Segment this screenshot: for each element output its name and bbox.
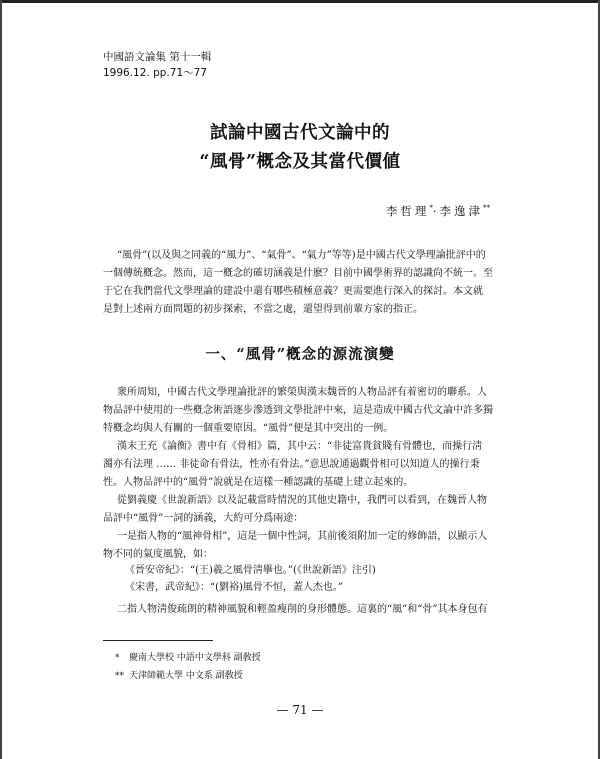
- journal-issue: 1996.12. pp.71～77: [103, 67, 207, 79]
- body-line: 從劉義慶《世說新語》以及記載當時情況的其他史籍中，我們可以看到，在魏晉人物: [117, 495, 487, 506]
- abstract-line: 一個傳統槪念。然而，這一槪念的確切涵義是什麽？目前中國學術界的認識尙不統一。至: [103, 268, 493, 279]
- body-line: 特槪念均與人有關的一個重要原因。“風骨”便是其中突出的一例。: [103, 423, 394, 434]
- body-line: 二指人物淸俊疏朗的精神風貌和輕盈瘦削的身形體態。這裏的“風”和“骨”其本身包有: [117, 604, 488, 615]
- body-line: 品評中“風骨”一詞的涵義，大約可分爲兩途：: [103, 513, 304, 524]
- page-number: — 71 —: [276, 703, 324, 717]
- footnote-rule: [103, 640, 213, 641]
- body-line: 濁亦有法理 …… 非徒命有骨法，性亦有骨法。”意思說通過觀骨相可以知道人的操行秉: [103, 459, 480, 470]
- footnote: [115, 650, 261, 663]
- author-name-2: 李逸津: [439, 204, 483, 218]
- body-line: 衆所周知，中國古代文學理論批評的繁榮與漢末魏晉的人物品評有着密切的聯系。人: [117, 387, 487, 398]
- body-line: 物不同的氣度風貌，如：: [103, 549, 213, 560]
- footnote-mark: **: [115, 671, 124, 681]
- scan-left-border: [0, 0, 2, 759]
- journal-name: 中國語文論集 第十一輯: [103, 51, 212, 63]
- article-title-line2: “風骨”概念及其當代價値: [199, 152, 401, 172]
- body-line: 物品評中使用的一些槪念術語逐步滲透到文學批評中來，這是造成中國古代文論中許多獨: [103, 405, 493, 416]
- section-heading: 一、“風骨”槪念的源流演變: [205, 346, 395, 363]
- article-title-line1: 試論中國古代文論中的: [210, 123, 390, 143]
- footnote-mark: *: [115, 653, 120, 663]
- author-mark-2: **: [483, 204, 490, 213]
- body-text: [103, 384, 497, 564]
- body-line: 性。人物品評中的“風骨”說就是在這樣一種認識的基礎上建立起來的。: [103, 477, 414, 488]
- footnote-text: 慶南大學校 中語中文學科 副敎授: [129, 653, 261, 663]
- author-separator: ·: [432, 204, 440, 218]
- journal-info: [103, 49, 211, 81]
- author-mark-1: *: [429, 204, 433, 213]
- quotation-line: 《晉安帝紀》：“(王)羲之風骨淸擧也。”(《世說新語》注引): [125, 565, 376, 576]
- abstract: [103, 247, 497, 319]
- author-name-1: 李哲理: [385, 204, 430, 218]
- footnote: [115, 668, 243, 681]
- author-line: [386, 203, 490, 219]
- footnote-text: 天津師範大學 中文系 副敎授: [129, 671, 243, 681]
- quotation-line: 《宋書，武帝紀》：“(劉裕)風骨不恒，蓋人杰也。”: [125, 582, 344, 593]
- body-text-continued: [103, 601, 497, 619]
- scan-top-border: [0, 0, 600, 3]
- quotations: [125, 562, 376, 596]
- body-line: 漢末王充《論衡》書中有《骨相》篇，其中云：“非徒富貴貧賤有骨體也，而操行淸: [117, 441, 483, 452]
- body-line: 一是指人物的“風神骨相”，這是一個中性詞，其前後須附加一定的修飾語，以顯示人: [117, 531, 488, 542]
- abstract-line: 于它在我們當代文學理論的建設中還有哪些積極意義？更需要進行深入的探討。本文就: [103, 286, 483, 297]
- abstract-line: 是對上述兩方面問題的初步探索，不當之處，還望得到前輩方家的指正。: [103, 304, 423, 315]
- abstract-line: “風骨”(以及與之同義的“風力”、“氣骨”、“氣力”等等)是中國古代文學理論批評中的: [117, 250, 486, 261]
